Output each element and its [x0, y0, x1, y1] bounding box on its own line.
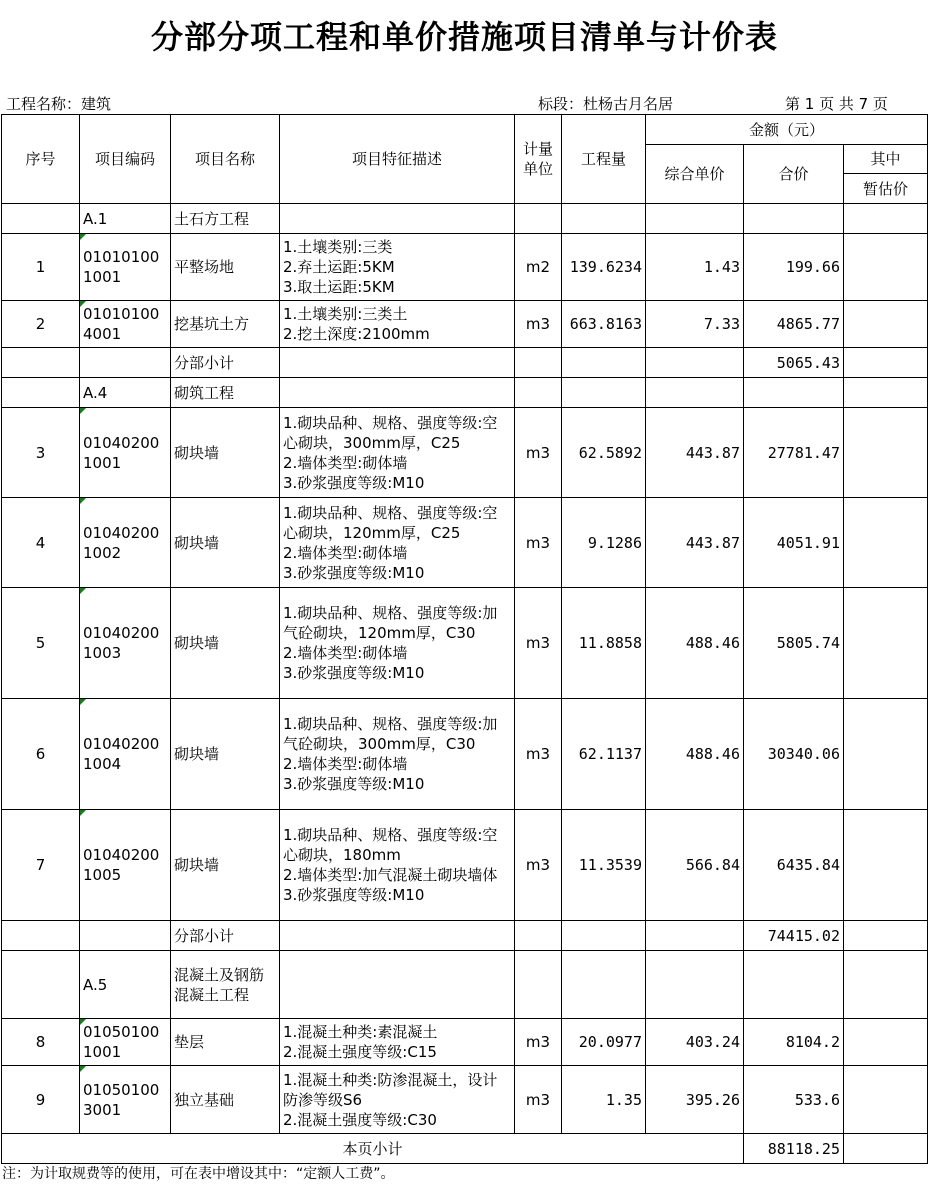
empty-cell — [844, 348, 928, 378]
empty-cell — [744, 204, 844, 234]
code-cell: A.5 — [80, 951, 171, 1019]
unit-cell: m3 — [515, 498, 562, 588]
desc-text: 1.混凝土种类:防渗混凝土，设计防渗等级S6 2.混凝土强度等级:C30 — [283, 1070, 498, 1129]
name-cell: 挖基坑土方 — [171, 301, 280, 348]
empty-cell — [562, 204, 646, 234]
table-row — [2, 699, 928, 810]
seq-cell: 6 — [2, 699, 80, 810]
code-text: 010402001004 — [83, 735, 160, 773]
code-text: 010402001005 — [83, 846, 160, 884]
desc-text: 1.砌块品种、规格、强度等级:空心砌块，300mm厚，C25 2.墙体类型:砌体墙 3.砂浆强度等级:M10 — [283, 413, 498, 492]
unit-cell: m3 — [515, 588, 562, 699]
header-of-which: 其中 — [844, 145, 928, 174]
empty-cell — [280, 921, 515, 951]
subtotal-total: 5065.43 — [744, 348, 844, 378]
provisional-cell — [844, 1066, 928, 1134]
pricing-table — [1, 114, 928, 1164]
total-cell: 199.66 — [744, 234, 844, 301]
desc-text: 1.土壤类别:三类 2.弃土运距:5KM 3.取土运距:5KM — [283, 238, 395, 296]
seq-cell: 5 — [2, 588, 80, 699]
qty-cell: 11.8858 — [562, 588, 646, 699]
empty-cell — [515, 921, 562, 951]
header-name: 项目名称 — [171, 115, 280, 204]
provisional-cell — [844, 588, 928, 699]
header-provisional: 暂估价 — [844, 174, 928, 204]
seq-cell — [2, 348, 80, 378]
seq-cell: 8 — [2, 1019, 80, 1066]
name-cell: 混凝土及钢筋混凝土工程 — [171, 951, 280, 1019]
empty-cell — [562, 951, 646, 1019]
seq-cell: 7 — [2, 810, 80, 921]
total-cell: 533.6 — [744, 1066, 844, 1134]
empty-cell — [280, 348, 515, 378]
qty-cell: 1.35 — [562, 1066, 646, 1134]
empty-cell — [280, 378, 515, 408]
desc-text: 1.砌块品种、规格、强度等级:加气砼砌块，120mm厚，C30 2.墙体类型:砌体墙 3.砂浆强度等级:M10 — [283, 604, 498, 682]
name-cell: 砌块墙 — [171, 810, 280, 921]
empty-cell — [844, 1134, 928, 1164]
empty-cell — [515, 204, 562, 234]
code-cell — [80, 301, 171, 348]
qty-cell: 20.0977 — [562, 1019, 646, 1066]
page-subtotal-label: 本页小计 — [2, 1134, 744, 1164]
empty-cell — [646, 921, 744, 951]
desc-text: 1.砌块品种、规格、强度等级:加气砼砌块，300mm厚，C30 2.墙体类型:砌体墙 3.砂浆强度等级:M10 — [283, 715, 498, 793]
seq-cell: 4 — [2, 498, 80, 588]
code-cell — [80, 921, 171, 951]
comment-marker-icon — [80, 1019, 86, 1025]
provisional-cell — [844, 408, 928, 498]
comment-marker-icon — [80, 301, 86, 307]
header-seq: 序号 — [2, 115, 80, 204]
code-cell — [80, 408, 171, 498]
seq-cell — [2, 951, 80, 1019]
name-cell: 砌块墙 — [171, 498, 280, 588]
comment-marker-icon — [80, 498, 86, 504]
seq-cell — [2, 921, 80, 951]
seq-cell: 3 — [2, 408, 80, 498]
section-name: 标段：杜杨古月名居 — [538, 95, 674, 113]
empty-cell — [562, 378, 646, 408]
page-subtotal-total: 88118.25 — [744, 1134, 844, 1164]
empty-cell — [280, 204, 515, 234]
desc-cell — [280, 1019, 515, 1066]
table-row — [2, 498, 928, 588]
empty-cell — [515, 378, 562, 408]
code-text: 010402001001 — [83, 433, 160, 472]
qty-cell: 62.5892 — [562, 408, 646, 498]
comment-marker-icon — [80, 699, 86, 705]
total-cell: 8104.2 — [744, 1019, 844, 1066]
unit-cell: m2 — [515, 234, 562, 301]
qty-cell: 9.1286 — [562, 498, 646, 588]
code-cell — [80, 234, 171, 301]
empty-cell — [744, 378, 844, 408]
table-row — [2, 204, 928, 234]
table-row — [2, 1066, 928, 1134]
unit-cell: m3 — [515, 699, 562, 810]
code-cell — [80, 588, 171, 699]
name-cell: 垫层 — [171, 1019, 280, 1066]
unit-cell: m3 — [515, 810, 562, 921]
empty-cell — [844, 921, 928, 951]
unit-cell: m3 — [515, 1019, 562, 1066]
page-number: 第 1 页 共 7 页 — [785, 95, 888, 113]
name-cell: 平整场地 — [171, 234, 280, 301]
provisional-cell — [844, 1019, 928, 1066]
provisional-cell — [844, 234, 928, 301]
desc-text: 1.混凝土种类:素混凝土 2.混凝土强度等级:C15 — [283, 1023, 438, 1061]
table-row — [2, 408, 928, 498]
unit-price-cell: 1.43 — [646, 234, 744, 301]
unit-price-cell: 403.24 — [646, 1019, 744, 1066]
name-cell: 砌块墙 — [171, 408, 280, 498]
header-qty: 工程量 — [562, 115, 646, 204]
empty-cell — [562, 921, 646, 951]
seq-cell: 9 — [2, 1066, 80, 1134]
code-text: 010402001003 — [83, 624, 160, 662]
total-cell: 4865.77 — [744, 301, 844, 348]
table-row — [2, 234, 928, 301]
subtotal-total: 74415.02 — [744, 921, 844, 951]
qty-cell: 663.8163 — [562, 301, 646, 348]
header-code: 项目编码 — [80, 115, 171, 204]
total-cell: 5805.74 — [744, 588, 844, 699]
provisional-cell — [844, 810, 928, 921]
code-text: 010501001001 — [83, 1023, 160, 1061]
name-cell: 土石方工程 — [171, 204, 280, 234]
project-name: 工程名称：建筑 — [6, 95, 112, 113]
comment-marker-icon — [80, 810, 86, 816]
name-cell: 砌筑工程 — [171, 378, 280, 408]
page-subtotal-row — [2, 1134, 928, 1164]
empty-cell — [515, 951, 562, 1019]
desc-cell — [280, 408, 515, 498]
header-total: 合价 — [744, 145, 844, 204]
desc-text: 1.砌块品种、规格、强度等级:空心砌块，180mm 2.墙体类型:加气混凝土砌块墙体 3.砂浆强度等级:M10 — [283, 826, 498, 904]
desc-text: 1.砌块品种、规格、强度等级:空心砌块，120mm厚，C25 2.墙体类型:砌体墙 3.砂浆强度等级:M10 — [283, 503, 498, 582]
qty-cell: 62.1137 — [562, 699, 646, 810]
empty-cell — [744, 951, 844, 1019]
code-cell — [80, 810, 171, 921]
qty-cell: 139.6234 — [562, 234, 646, 301]
unit-price-cell: 488.46 — [646, 699, 744, 810]
seq-cell: 1 — [2, 234, 80, 301]
unit-price-cell: 443.87 — [646, 498, 744, 588]
empty-cell — [646, 204, 744, 234]
code-cell — [80, 1019, 171, 1066]
seq-cell — [2, 204, 80, 234]
table-row — [2, 1019, 928, 1066]
comment-marker-icon — [80, 234, 86, 240]
code-cell — [80, 699, 171, 810]
unit-cell: m3 — [515, 408, 562, 498]
desc-cell — [280, 301, 515, 348]
desc-cell — [280, 498, 515, 588]
empty-cell — [646, 378, 744, 408]
empty-cell — [280, 951, 515, 1019]
empty-cell — [844, 204, 928, 234]
unit-price-cell: 566.84 — [646, 810, 744, 921]
desc-cell — [280, 234, 515, 301]
unit-cell: m3 — [515, 301, 562, 348]
unit-cell: m3 — [515, 1066, 562, 1134]
total-cell: 6435.84 — [744, 810, 844, 921]
provisional-cell — [844, 699, 928, 810]
header-unit-price: 综合单价 — [646, 145, 744, 204]
footnote: 注：为计取规费等的使用，可在表中增设其中：“定额人工费”。 — [2, 1166, 395, 1182]
empty-cell — [646, 951, 744, 1019]
subtotal-label: 分部小计 — [171, 348, 280, 378]
code-text: 010101001001 — [83, 248, 160, 286]
qty-cell: 11.3539 — [562, 810, 646, 921]
table-row — [2, 301, 928, 348]
provisional-cell — [844, 301, 928, 348]
code-text: 010101004001 — [83, 305, 160, 343]
unit-price-cell: 443.87 — [646, 408, 744, 498]
header-amount: 金额（元） — [646, 115, 928, 145]
desc-text: 1.土壤类别:三类土 2.挖土深度:2100mm — [283, 305, 430, 343]
unit-price-cell: 488.46 — [646, 588, 744, 699]
provisional-cell — [844, 498, 928, 588]
empty-cell — [515, 348, 562, 378]
comment-marker-icon — [80, 588, 86, 594]
comment-marker-icon — [80, 408, 86, 414]
seq-cell — [2, 378, 80, 408]
name-cell: 砌块墙 — [171, 588, 280, 699]
table-row — [2, 588, 928, 699]
empty-cell — [844, 378, 928, 408]
code-text: 010402001002 — [83, 523, 160, 562]
unit-price-cell: 395.26 — [646, 1066, 744, 1134]
comment-marker-icon — [80, 1066, 86, 1072]
code-text: 010501003001 — [83, 1080, 160, 1119]
desc-cell — [280, 810, 515, 921]
subtotal-label: 分部小计 — [171, 921, 280, 951]
page-title: 分部分项工程和单价措施项目清单与计价表 — [150, 18, 778, 56]
name-cell: 独立基础 — [171, 1066, 280, 1134]
table-row — [2, 951, 928, 1019]
desc-cell — [280, 1066, 515, 1134]
unit-price-cell: 7.33 — [646, 301, 744, 348]
total-cell: 30340.06 — [744, 699, 844, 810]
code-cell — [80, 348, 171, 378]
table-row — [2, 378, 928, 408]
desc-cell — [280, 588, 515, 699]
empty-cell — [844, 951, 928, 1019]
code-cell: A.4 — [80, 378, 171, 408]
total-cell: 4051.91 — [744, 498, 844, 588]
code-cell: A.1 — [80, 204, 171, 234]
name-cell: 砌块墙 — [171, 699, 280, 810]
empty-cell — [646, 348, 744, 378]
table-row — [2, 921, 928, 951]
empty-cell — [562, 348, 646, 378]
code-cell — [80, 1066, 171, 1134]
header-unit: 计量单位 — [515, 115, 562, 204]
total-cell: 27781.47 — [744, 408, 844, 498]
table-row — [2, 348, 928, 378]
seq-cell: 2 — [2, 301, 80, 348]
code-cell — [80, 498, 171, 588]
header-desc: 项目特征描述 — [280, 115, 515, 204]
desc-cell — [280, 699, 515, 810]
table-row — [2, 810, 928, 921]
